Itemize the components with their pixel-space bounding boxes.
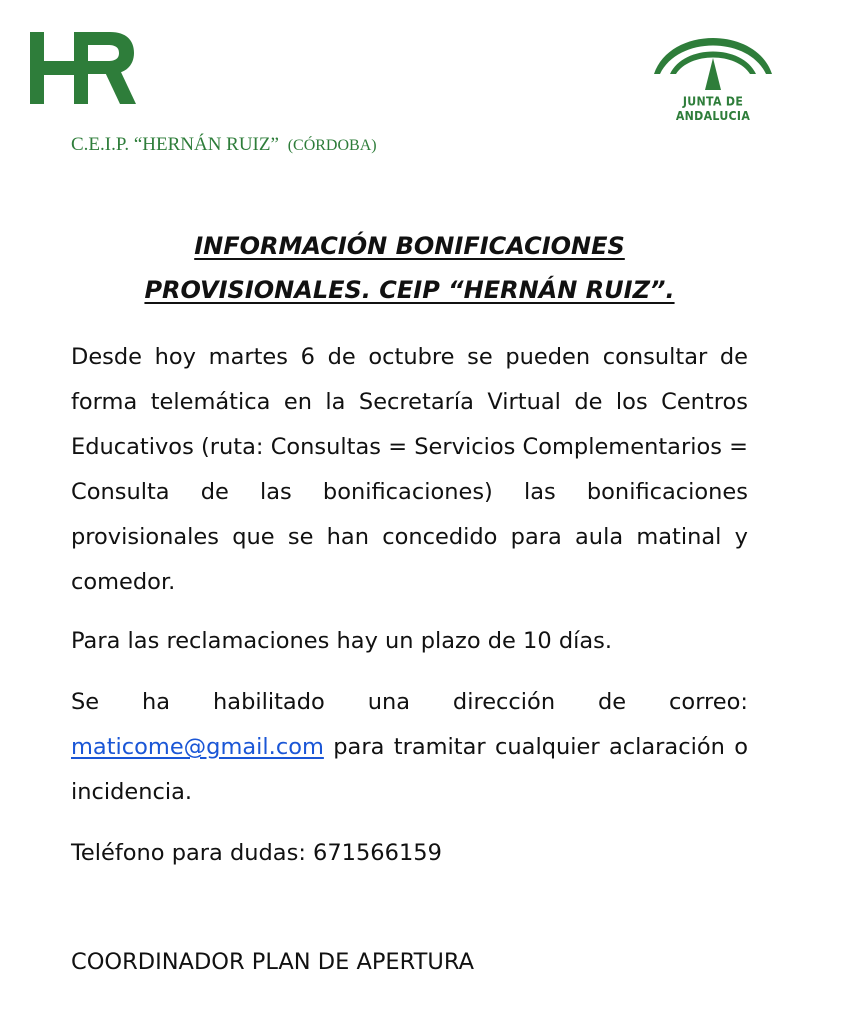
email-intro-text: Se ha habilitado una dirección de correo: [71,689,748,715]
paragraph-claims-deadline: Para las reclamaciones hay un plazo de 10 días. [71,628,613,654]
paragraph-consultation: Desde hoy martes 6 de octubre se pueden consultar de forma telemática en la Secretaría Virtual de los Centros Educativos (ruta: Consultas = Servicios Complementarios = Consulta de las bonificaciones) las bonificaciones provisionales que se han concedido para aula matinal y comedor. [71,344,748,595]
school-name: C.E.I.P. “HERNÁN RUIZ” [71,134,279,155]
email-link[interactable]: maticome@gmail.com [71,734,324,760]
school-name-line [71,134,377,156]
junta-de-andalucia-logo [648,22,778,124]
paragraph-email-contact [71,680,748,815]
title-line-2: PROVISIONALES. CEIP “HERNÁN RUIZ”. [144,276,675,304]
school-hr-logo [30,32,136,104]
junta-logo-text: JUNTA DE ANDALUCIA [675,94,751,124]
paragraph-phone: Teléfono para dudas: 671566159 [71,840,442,866]
signature-line: COORDINADOR PLAN DE APERTURA [71,949,474,975]
school-city: (CÓRDOBA) [287,137,377,154]
title-line-1: INFORMACIÓN BONIFICACIONES [194,232,625,260]
document-title [71,224,748,312]
email-outro-text: para tramitar cualquier aclaración o incidencia. [71,734,748,805]
